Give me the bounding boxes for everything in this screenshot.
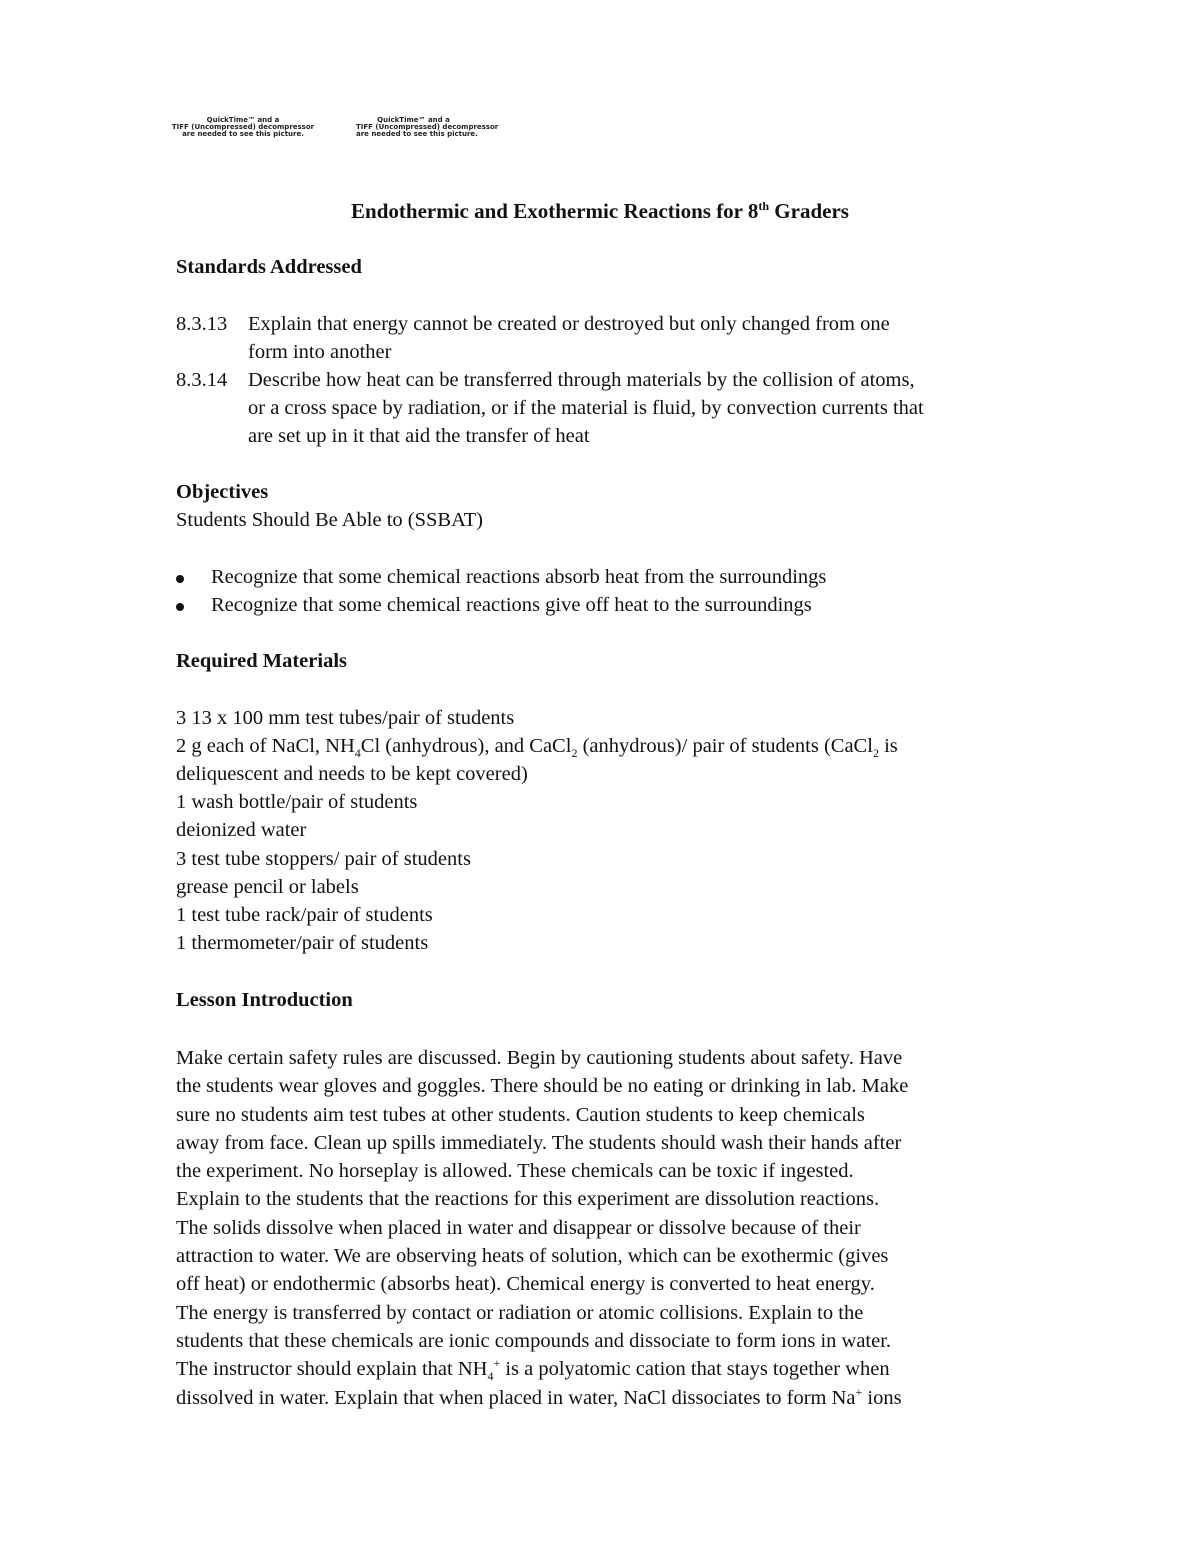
line13-a: dissolved in water. Explain that when placed in water, NaCl dissociates to form Na (176, 1386, 856, 1409)
objectives-heading: Objectives (176, 481, 269, 503)
logo-left-line3: are needed to see this picture. (182, 130, 304, 138)
title-text: Endothermic and Exothermic Reactions for 8 (351, 199, 759, 223)
paragraph-line: The solids dissolve when placed in water and disappear or dissolve because of their (176, 1216, 861, 1239)
quicktime-placeholder-right (356, 116, 499, 138)
lesson-intro-paragraph (176, 1044, 1056, 1412)
objectives-intro: Students Should Be Able to (SSBAT) (176, 509, 483, 531)
lesson-intro-heading: Lesson Introduction (176, 989, 353, 1011)
logo-right-line1: QuickTime™ and a (377, 116, 450, 124)
material-item: deionized water (176, 819, 307, 841)
title-text-end: Graders (769, 199, 849, 223)
material-line-1: 3 13 x 100 mm test tubes/pair of students (176, 707, 515, 729)
bullet-icon (176, 575, 184, 583)
objective-bullet-1: Recognize that some chemical reactions absorb heat from the surroundings (211, 566, 827, 588)
standard-1-line-2: form into another (248, 341, 392, 363)
line12-a: The instructor should explain that NH (176, 1358, 488, 1381)
material-item: grease pencil or labels (176, 876, 359, 898)
paragraph-line: Make certain safety rules are discussed. Begin by cautioning students about safety. Have (176, 1047, 903, 1069)
paragraph-line: sure no students aim test tubes at other students. Caution students to keep chemicals (176, 1103, 865, 1126)
paragraph-line: off heat) or endothermic (absorbs heat). Chemical energy is converted to heat energy. (176, 1273, 875, 1296)
logo-right-line2: TIFF (Uncompressed) decompressor (356, 123, 499, 131)
material-item: 1 wash bottle/pair of students (176, 791, 418, 813)
page-title (0, 199, 1200, 224)
standard-code-2: 8.3.14 (176, 369, 228, 391)
standard-code-1: 8.3.13 (176, 313, 228, 335)
standard-2-line-1: Describe how heat can be transferred through materials by the collision of atoms, (248, 369, 915, 391)
paragraph-line-12 (176, 1355, 1056, 1383)
line13-b: ions (862, 1386, 902, 1409)
logo-left-line2: TIFF (Uncompressed) decompressor (171, 123, 315, 131)
paragraph-line: Explain to the students that the reactions for this experiment are dissolution reactions. (176, 1188, 880, 1211)
paragraph-line: the experiment. No horseplay is allowed. These chemicals can be toxic if ingested. (176, 1160, 854, 1183)
material-item: 1 thermometer/pair of students (176, 932, 429, 954)
title-sup: th (758, 199, 770, 213)
standard-2-line-3: are set up in it that aid the transfer of heat (248, 425, 590, 447)
standard-1-line-1: Explain that energy cannot be created or destroyed but only changed from one (248, 313, 890, 335)
standards-heading: Standards Addressed (176, 256, 362, 278)
paragraph-line: the students wear gloves and goggles. There should be no eating or drinking in lab. Make (176, 1075, 909, 1098)
sup-plus: + (855, 1384, 863, 1399)
sup-plus: + (493, 1356, 501, 1371)
materials-heading: Required Materials (176, 650, 347, 672)
bullet-icon (176, 603, 184, 611)
paragraph-line: away from face. Clean up spills immediately. The students should wash their hands after (176, 1131, 902, 1154)
material-line-2-a: 2 g each of NaCl, NH (176, 735, 355, 757)
material-item: 1 test tube rack/pair of students (176, 904, 433, 926)
material-line-3: deliquescent and needs to be kept covered) (176, 763, 528, 785)
paragraph-line: students that these chemicals are ionic compounds and dissociate to form ions in water. (176, 1329, 892, 1352)
material-line-2 (176, 735, 898, 761)
material-line-2-d: is (878, 735, 898, 757)
sub-2: 2 (872, 746, 879, 761)
logo-left-line1: QuickTime™ and a (206, 116, 280, 124)
paragraph-line: attraction to water. We are observing heats of solution, which can be exothermic (gives (176, 1245, 889, 1268)
sub-4: 4 (354, 746, 361, 761)
standard-2-line-2: or a cross space by radiation, or if the material is fluid, by convection currents that (248, 397, 924, 419)
objective-bullet-2: Recognize that some chemical reactions give off heat to the surroundings (211, 594, 812, 616)
material-line-2-c: (anhydrous)/ pair of students (CaCl (577, 735, 873, 757)
paragraph-line-13 (176, 1384, 1056, 1412)
sub-2: 2 (571, 746, 578, 761)
paragraph-line: The energy is transferred by contact or radiation or atomic collisions. Explain to the (176, 1301, 864, 1324)
sub-4: 4 (487, 1369, 494, 1384)
material-item: 3 test tube stoppers/ pair of students (176, 848, 471, 870)
quicktime-placeholder-left (168, 117, 318, 138)
material-line-2-b: Cl (anhydrous), and CaCl (360, 735, 572, 757)
logo-right-line3: are needed to see this picture. (356, 130, 478, 138)
line12-b: is a polyatomic cation that stays together when (500, 1358, 890, 1381)
